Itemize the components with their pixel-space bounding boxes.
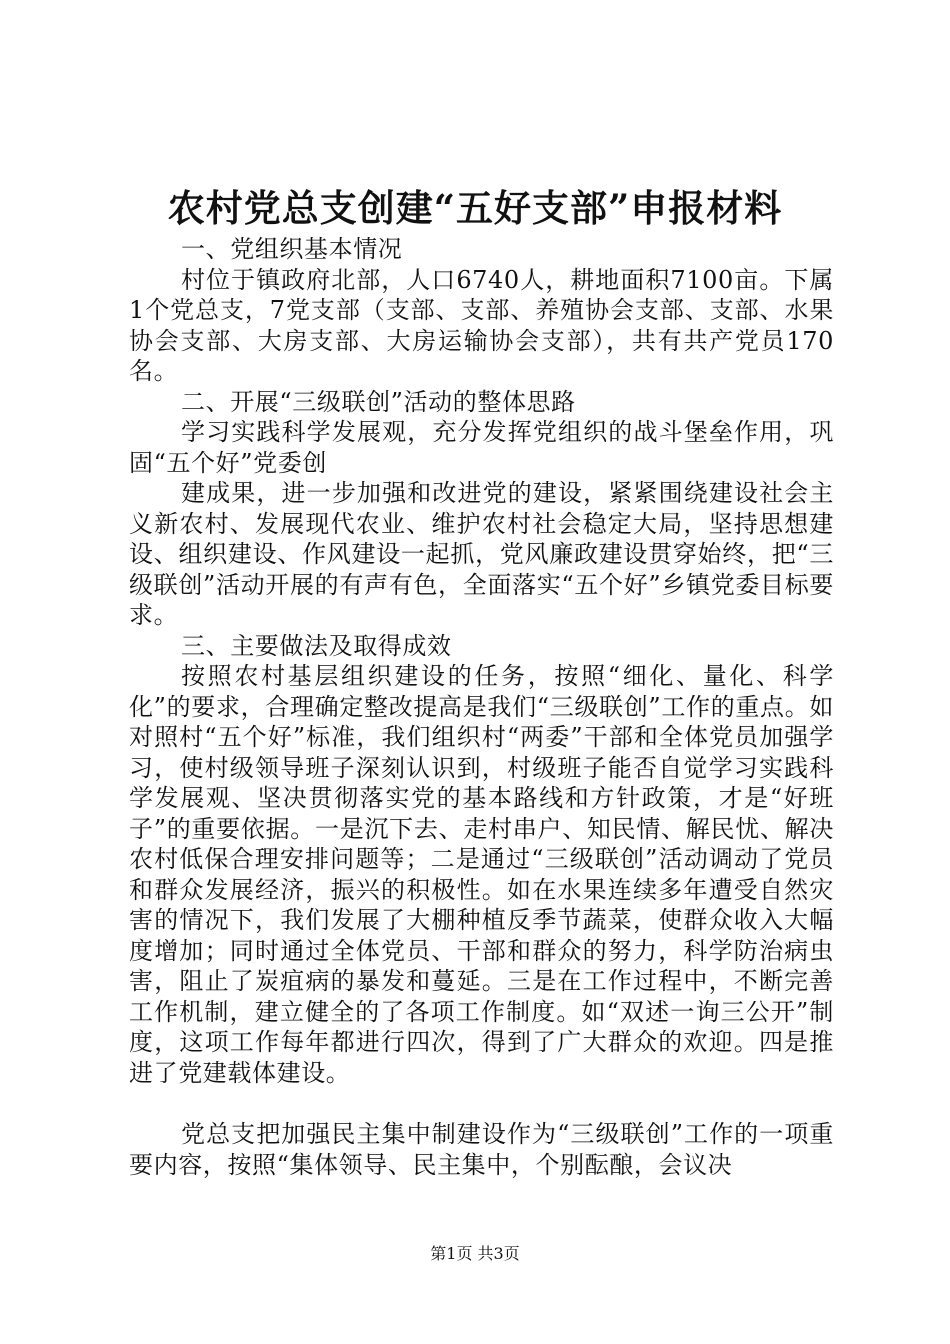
section-heading-2: 二、开展“三级联创”活动的整体思路 bbox=[181, 387, 576, 416]
document-body bbox=[129, 234, 834, 1180]
paragraph-spacer bbox=[129, 1088, 834, 1119]
paragraph-3: 建成果，进一步加强和改进党的建设，紧紧围绕建设社会主义新农村、发展现代农业、维护农村社会稳定大局，坚持思想建设、组织建设、作风建设一起抓，党风廉政建设贯穿始终，把“三级联创”活动开展的有声有色，全面落实“五个好”乡镇党委目标要求。 bbox=[129, 479, 834, 629]
section-heading-3: 三、主要做法及取得成效 bbox=[181, 631, 452, 660]
page-footer: 第1页 共3页 bbox=[430, 1244, 520, 1263]
document-title: 农村党总支创建“五好支部”申报材料 bbox=[167, 186, 783, 230]
section-heading-1: 一、党组织基本情况 bbox=[181, 235, 403, 263]
paragraph-4: 按照农村基层组织建设的任务，按照“细化、量化、科学化”的要求，合理确定整改提高是我们“三级联创”工作的重点。如对照村“五个好”标准，我们组织村“两委”干部和全体党员加强学习，使村级领导班子深刻认识到，村级班子能否自觉学习实践科学发展观、坚决贯彻落实党的基本路线和方针政策，才是“好班子”的重要依据。一是沉下去、走村串户、知民情、解民忧、解决农村低保合理安排问题等；二是通过“三级联创”活动调动了党员和群众发展经济，振兴的积极性。如在水果连续多年遭受自然灾害的情况下，我们发展了大棚种植反季节蔬菜，使群众收入大幅度增加；同时通过全体党员、干部和群众的努力，科学防治病虫害，阻止了炭疽病的暴发和蔓延。三是在工作过程中，不断完善工作机制，建立健全的了各项工作制度。如“双述一询三公开”制度，这项工作每年都进行四次，得到了广大群众的欢迎。四是推进了党建载体建设。 bbox=[129, 662, 834, 1087]
paragraph-1: 村位于镇政府北部，人口6740人，耕地面积7100亩。下属1个党总支，7党支部（支部、支部、养殖协会支部、支部、水果协会支部、大房支部、大房运输协会支部），共有共产党员170名。 bbox=[129, 265, 834, 385]
paragraph-2: 学习实践科学发展观，充分发挥党组织的战斗堡垒作用，巩固“五个好”党委创 bbox=[129, 418, 834, 477]
paragraph-5: 党总支把加强民主集中制建设作为“三级联创”工作的一项重要内容，按照“集体领导、民主集中，个别酝酿，会议决 bbox=[129, 1120, 834, 1179]
